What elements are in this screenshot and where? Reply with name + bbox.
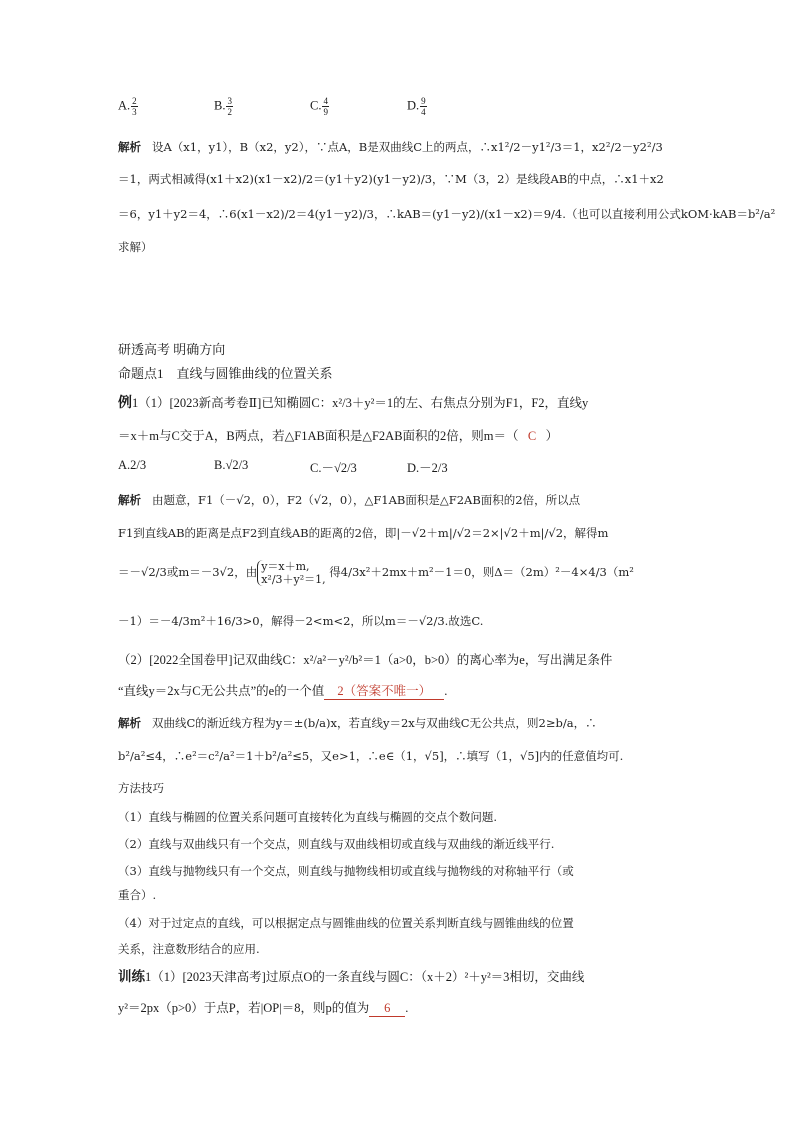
- option-d-denominator: 4: [421, 107, 426, 117]
- example-1-answer: C: [527, 429, 537, 443]
- solution-2-line-4: －1）＝－4/3m²＋16/3>0，解得－2<m<2，所以m＝－√2/3.故选C.: [118, 614, 484, 628]
- option-d-numerator: 9: [421, 96, 426, 106]
- solution-2-text-3a: ＝－√2/3或m＝－3√2，由: [118, 565, 258, 579]
- training-1-text-1: 1（1）[2023天津高考]过原点O的一条直线与圆C：（x＋2）²＋y²＝3相切，交曲线: [145, 970, 585, 984]
- equation-system-row-1: y＝x＋m,: [261, 560, 310, 573]
- option-a-denominator: 3: [132, 107, 137, 117]
- option-a-letter: A.: [118, 98, 131, 113]
- equation-system: [257, 560, 325, 586]
- example-1-option-b: B.√2/3: [214, 458, 249, 472]
- solution-label: 解析: [118, 493, 141, 507]
- solution-1-line-4: 求解）: [118, 240, 153, 254]
- example-1-option-c: C.－√2/3: [310, 461, 357, 475]
- option-b-fraction: [226, 96, 233, 117]
- option-d-fraction: [420, 96, 427, 117]
- solution-2-text-1: 由题意，F1（－√2，0），F2（√2，0），△F1AB面积是△F2AB面积的2倍，所以点: [151, 493, 581, 507]
- solution-1-line-2: ＝1，两式相减得(x1＋x2)(x1－x2)/2＝(y1＋y2)(y1－y2)/3，∵M（3，2）是线段AB的中点，∴x1＋x2: [118, 172, 664, 186]
- method-tip-3-line-2: 重合）.: [118, 888, 157, 902]
- method-tip-3-line-1: （3）直线与抛物线只有一个交点，则直线与抛物线相切或直线与抛物线的对称轴平行（或: [118, 864, 574, 878]
- training-1-period: .: [405, 1001, 409, 1015]
- example-1-option-a: A.2/3: [118, 458, 147, 472]
- example-1-option-d: D.－2/3: [407, 461, 448, 475]
- example-1-line-2: [118, 427, 558, 445]
- equation-system-row-2: x²/3＋y²＝1,: [261, 573, 326, 586]
- solution-label: 解析: [118, 716, 141, 730]
- example-1-line-1: [118, 394, 588, 413]
- method-tips-title: 方法技巧: [118, 781, 164, 795]
- example-1b-text-2: “直线y＝2x与C无公共点”的e的一个值: [118, 684, 325, 698]
- method-tip-1: （1）直线与椭圆的位置关系问题可直接转化为直线与椭圆的交点个数问题.: [118, 810, 497, 824]
- option-b-letter: B.: [214, 98, 226, 113]
- training-label: 训练: [118, 969, 145, 984]
- option-c-letter: C.: [310, 98, 322, 113]
- example-1b-answer: 2（答案不唯一）: [324, 683, 444, 700]
- example-1b-period: .: [444, 684, 448, 698]
- option-c-denominator: 9: [323, 107, 328, 117]
- example-1-text-1: 1（1）[2023新高考卷Ⅱ]已知椭圆C：x²/3＋y²＝1的左、右焦点分别为F1，F2，直线y: [132, 396, 589, 410]
- example-label: 例: [118, 396, 132, 411]
- training-1-answer: 6: [369, 1000, 405, 1017]
- method-tip-2: （2）直线与双曲线只有一个交点，则直线与双曲线相切或直线与双曲线的渐近线平行.: [118, 837, 555, 851]
- option-b: [214, 96, 234, 117]
- solution-3-line-2: b²/a²≤4，∴e²＝c²/a²＝1＋b²/a²≤5，又e>1，∴e∈（1，√5]，∴填写（1，√5]内的任意值均可.: [118, 749, 624, 763]
- example-1b-line-1: （2）[2022全国卷甲]记双曲线C：x²/a²－y²/b²＝1（a>0，b>0）的离心率为e，写出满足条件: [118, 653, 613, 667]
- method-tip-4-line-2: 关系，注意数形结合的应用.: [118, 942, 260, 956]
- option-d-letter: D.: [407, 98, 420, 113]
- solution-3-line-1: [118, 714, 597, 732]
- topic-point-heading: 命题点1 直线与圆锥曲线的位置关系: [118, 366, 333, 381]
- solution-1-line-1: [118, 138, 663, 156]
- solution-label: 解析: [118, 140, 141, 154]
- example-1-close-paren: ）: [545, 429, 559, 443]
- option-a-fraction: [131, 96, 138, 117]
- option-b-numerator: 3: [227, 96, 232, 106]
- option-c-numerator: 4: [323, 96, 328, 106]
- training-1-text-2: y²＝2px（p>0）于点P，若|OP|＝8，则p的值为: [118, 1001, 370, 1015]
- solution-2-line-3: [118, 560, 634, 586]
- option-a-numerator: 2: [132, 96, 137, 106]
- option-b-denominator: 2: [227, 107, 232, 117]
- training-1-line-2: [118, 999, 408, 1017]
- section-title: 研透高考 明确方向: [118, 342, 226, 357]
- option-d: [407, 96, 428, 117]
- example-1-text-2: ＝x＋m与C交于A，B两点，若△F1AB面积是△F2AB面积的2倍，则m＝（: [118, 429, 519, 443]
- option-a: [118, 96, 139, 117]
- example-1b-line-2: [118, 682, 447, 700]
- method-tip-4-line-1: （4）对于过定点的直线，可以根据定点与圆锥曲线的位置关系判断直线与圆锥曲线的位置: [118, 916, 574, 930]
- solution-2-text-3b: 得4/3x²＋2mx＋m²－1＝0，则Δ＝（2m）²－4×4/3（m²: [329, 565, 634, 579]
- option-c-fraction: [322, 96, 329, 117]
- solution-1-text-1: 设A（x1，y1），B（x2，y2），∵点A，B是双曲线C上的两点，∴x1²/2－y1²/3＝1，x2²/2－y2²/3: [151, 140, 663, 154]
- solution-1-line-3: ＝6，y1＋y2＝4，∴6(x1－x2)/2＝4(y1－y2)/3，∴kAB＝(y1－y2)/(x1－x2)＝9/4.（也可以直接利用公式kOM·kAB＝b²/a²: [118, 207, 776, 221]
- solution-3-text-1: 双曲线C的渐近线方程为y＝±(b/a)x，若直线y＝2x与双曲线C无公共点，则2≥b/a，∴: [151, 716, 597, 730]
- option-c: [310, 96, 330, 117]
- solution-2-line-1: [118, 491, 580, 509]
- solution-2-line-2: F1到直线AB的距离是点F2到直线AB的距离的2倍，即|－√2＋m|/√2＝2×|√2＋m|/√2，解得m: [118, 526, 609, 540]
- training-1-line-1: [118, 968, 584, 986]
